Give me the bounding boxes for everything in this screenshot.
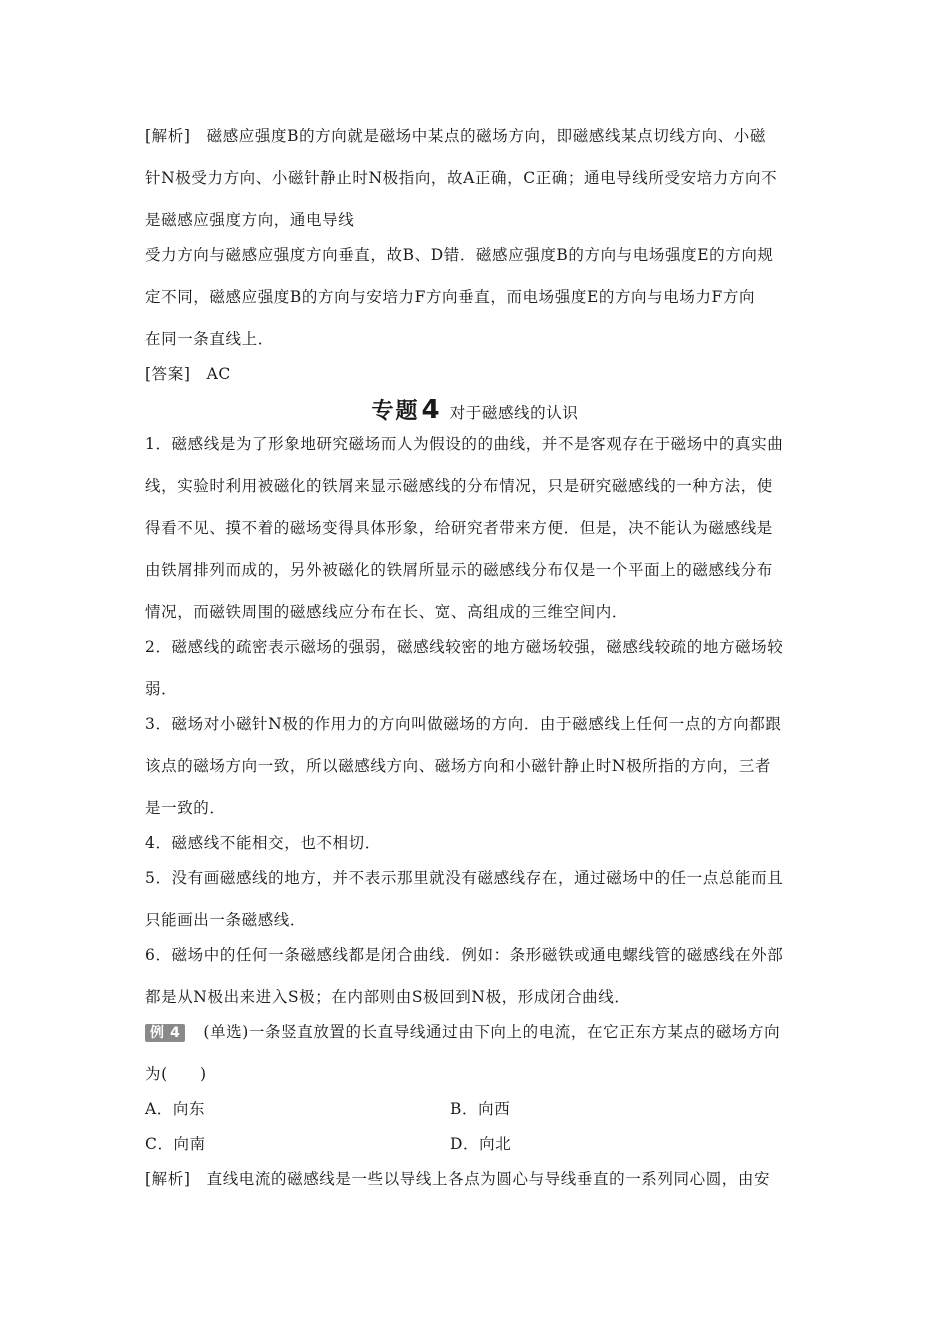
- point-line: 6．磁场中的任何一条磁感线都是闭合曲线．例如：条形磁铁或通电螺线管的磁感线在外部: [145, 946, 784, 964]
- point-line: 是一致的．: [145, 799, 226, 817]
- option-d: D．向北: [450, 1135, 512, 1153]
- analysis-line: 在同一条直线上．: [145, 330, 274, 348]
- point-line: 弱．: [145, 680, 178, 698]
- example-question: [145, 1022, 810, 1042]
- point-line: 2．磁感线的疏密表示磁场的强弱，磁感线较密的地方磁场较强，磁感线较疏的地方磁场较: [145, 638, 784, 656]
- analysis-line: 受力方向与磁感应强度方向垂直，故B、D错．磁感应强度B的方向与电场强度E的方向规: [145, 246, 774, 264]
- point-line: 该点的磁场方向一致，所以磁感线方向、磁场方向和小磁针静止时N极所指的方向，三者: [145, 757, 771, 775]
- point-line: 只能画出一条磁感线．: [145, 911, 307, 929]
- answer-line: [答案] AC: [145, 365, 231, 383]
- analysis-line: 是磁感应强度方向，通电导线: [145, 211, 355, 229]
- analysis-line: 针N极受力方向、小磁针静止时N极指向，故A正确，C正确；通电导线所受安培力方向不: [145, 169, 778, 187]
- example-question-text: (单选)一条竖直放置的长直导线通过由下向上的电流，在它正东方某点的磁场方向: [203, 1023, 781, 1041]
- example-question-line2: 为( ): [145, 1065, 207, 1083]
- section-title-prefix: 专题: [371, 399, 420, 424]
- point-line: 都是从N极出来进入S极；在内部则由S极回到N极，形成闭合曲线．: [145, 988, 631, 1006]
- point-line: 情况，而磁铁周围的磁感线应分布在长、宽、高组成的三维空间内．: [145, 603, 629, 621]
- example-badge: 例 4: [145, 1024, 185, 1042]
- section-heading: [0, 394, 950, 425]
- point-line: 线，实验时利用被磁化的铁屑来显示磁感线的分布情况，只是研究磁感线的一种方法，使: [145, 477, 773, 495]
- option-b: B．向西: [450, 1100, 511, 1118]
- option-c: C．向南: [145, 1135, 206, 1153]
- example-analysis: [解析] 直线电流的磁感线是一些以导线上各点为圆心与导线垂直的一系列同心圆，由安: [145, 1170, 771, 1188]
- point-line: 4．磁感线不能相交，也不相切．: [145, 834, 381, 852]
- analysis-line: 定不同，磁感应强度B的方向与安培力F方向垂直，而电场强度E的方向与电场力F方向: [145, 288, 756, 306]
- point-line: 5．没有画磁感线的地方，并不表示那里就没有磁感线存在，通过磁场中的任一点总能而且: [145, 869, 784, 887]
- point-line: 得看不见、摸不着的磁场变得具体形象，给研究者带来方便．但是，决不能认为磁感线是: [145, 519, 773, 537]
- section-subtitle: 对于磁感线的认识: [449, 404, 579, 422]
- option-a: A．向东: [145, 1100, 206, 1118]
- section-title-number: 4: [421, 395, 440, 425]
- analysis-line: [解析] 磁感应强度B的方向就是磁场中某点的磁场方向，即磁感线某点切线方向、小磁: [145, 127, 766, 145]
- point-line: 1．磁感线是为了形象地研究磁场而人为假设的的曲线，并不是客观存在于磁场中的真实曲: [145, 435, 784, 453]
- point-line: 由铁屑排列而成的，另外被磁化的铁屑所显示的磁感线分布仅是一个平面上的磁感线分布: [145, 561, 773, 579]
- point-line: 3．磁场对小磁针N极的作用力的方向叫做磁场的方向．由于磁感线上任何一点的方向都跟: [145, 715, 782, 733]
